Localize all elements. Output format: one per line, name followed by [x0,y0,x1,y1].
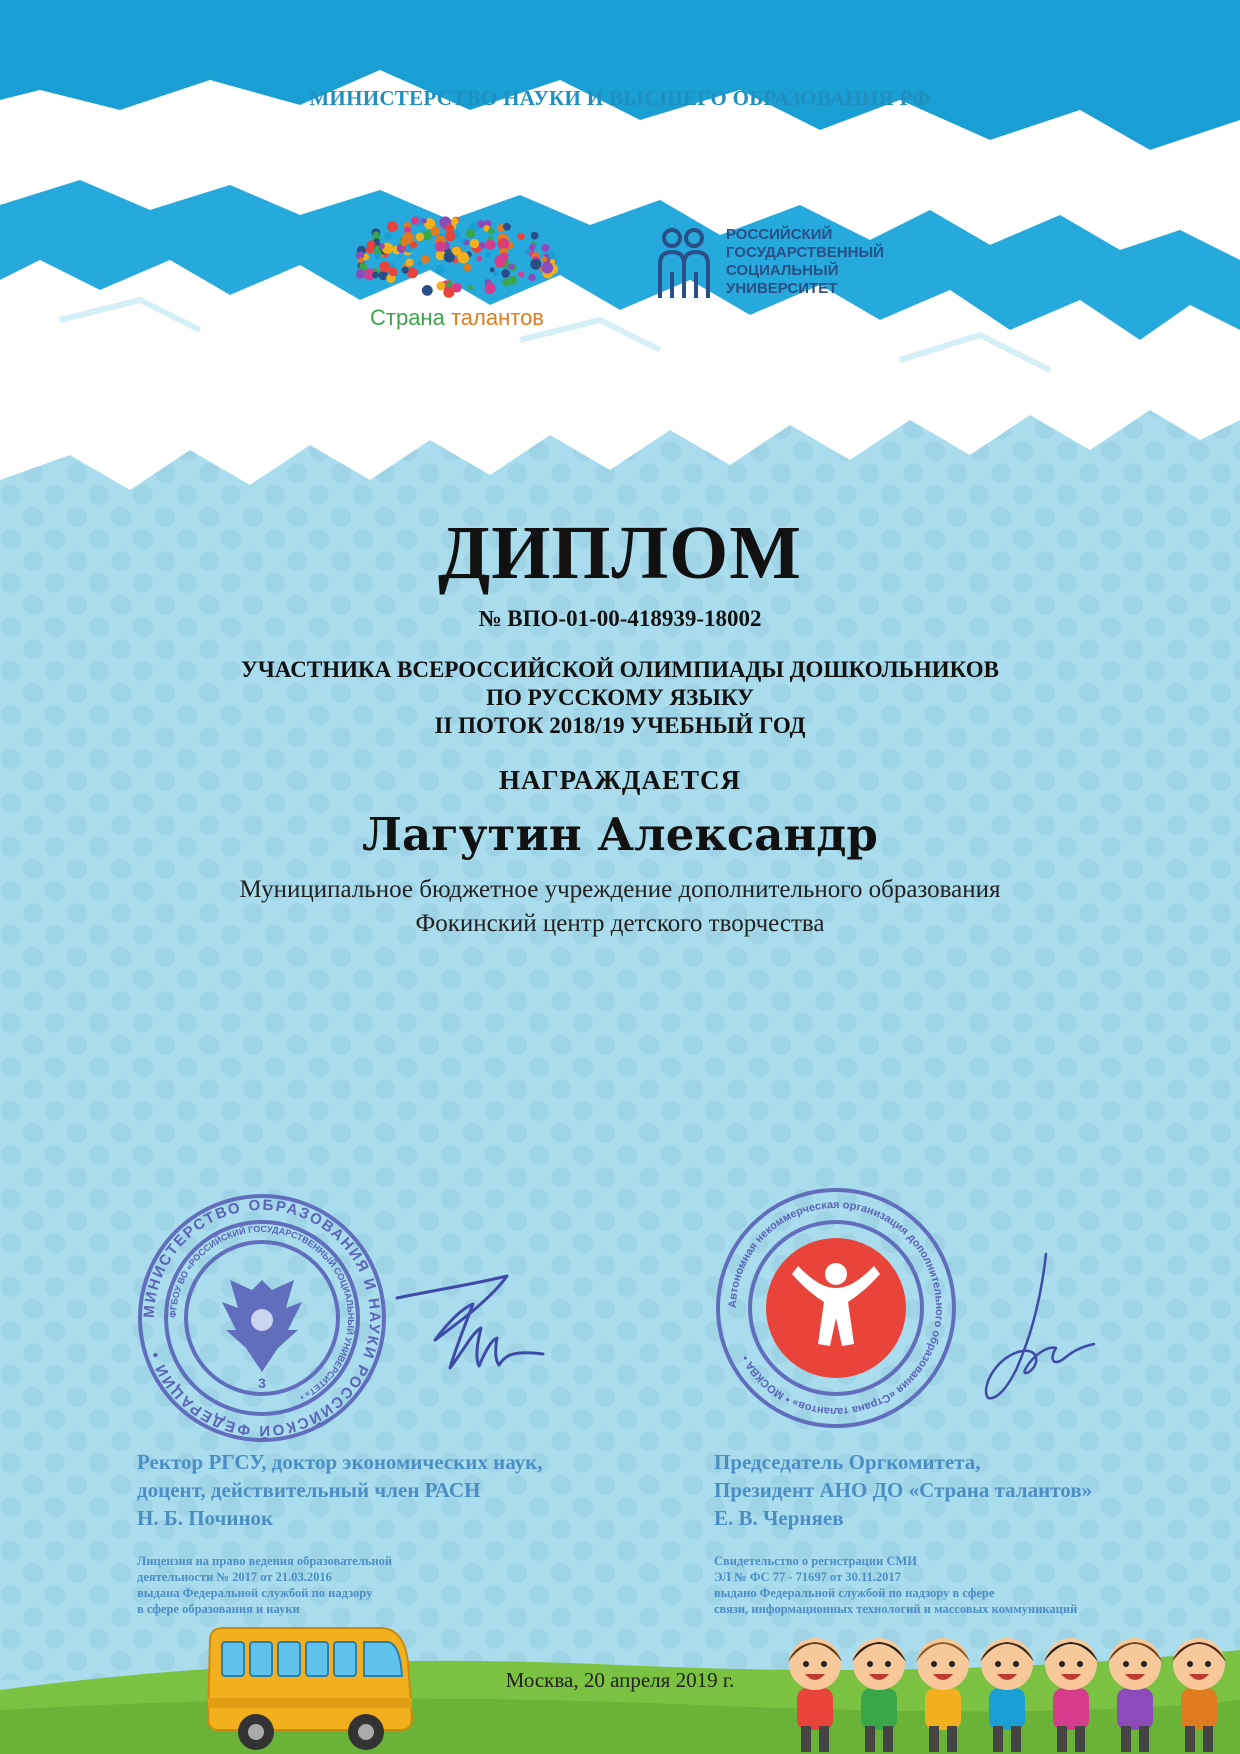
logo-dot [470,239,479,248]
registration-line-2: ЭЛ № ФС 77 - 71697 от 30.11.2017 [714,1570,901,1584]
school-bus-illustration [204,1622,416,1754]
logo-dot [401,245,406,250]
logo-dot [525,249,531,255]
university-seal-stamp [136,1192,388,1444]
logo-dot [488,228,494,234]
organization-line-1: Муниципальное бюджетное учреждение дополнительного образования [239,876,1001,903]
logo-dot [479,242,486,249]
child-figure [1172,1638,1226,1752]
registration-line-3: выдано Федеральной службой по надзору в сфере [714,1586,995,1600]
child-figure [852,1638,906,1752]
recipient-organization [0,873,1240,941]
logo-dot [460,238,465,243]
license-line-3: выдана Федеральной службой по надзору [137,1586,373,1600]
media-registration-note [714,1553,1077,1617]
diploma-number: № ВПО-01-00-418939-18002 [478,606,762,631]
child-figure [1108,1638,1162,1752]
ministry-title: МИНИСТЕРСТВО НАУКИ И ВЫСШЕГО ОБРАЗОВАНИЯ РФ [309,86,931,110]
chairman-caption-line-2: Президент АНО ДО «Страна талантов» [714,1478,1093,1502]
logo-dot [416,233,425,242]
logo-dot [485,240,495,250]
subtitle-line-3: II ПОТОК 2018/19 УЧЕБНЫЙ ГОД [434,713,806,738]
rgsu-line-4: УНИВЕРСИТЕТ [726,280,838,297]
rgsu-logo-icon [654,224,714,300]
logo-dot [387,221,398,232]
logo-dot [508,264,514,270]
rgsu-line-2: ГОСУДАРСТВЕННЫЙ [726,244,884,261]
registration-line-4: связи, информационных технологий и массовых коммуникаций [714,1602,1078,1616]
chairman-caption-line-1: Председатель Оргкомитета, [714,1450,981,1474]
logo-dot [464,264,472,272]
rgsu-logo-text [726,226,884,298]
child-figure [916,1638,970,1752]
rector-caption-line-2: доцент, действительный член РАСН [137,1478,481,1502]
logo-dot [435,241,446,252]
logo-dot [421,218,426,223]
strana-talantov-logo-text [352,305,562,331]
logo-dot [528,274,536,282]
logo-word-talantov: талантов [450,305,544,330]
svg-text:3: 3 [258,1375,266,1391]
logo-dot [451,217,458,224]
rector-name: Н. Б. Починок [137,1506,274,1530]
logo-dot [379,261,390,272]
logo-dot [477,256,482,261]
logo-dot [436,281,445,290]
logo-dot [517,233,524,240]
organization-seal-stamp [714,1186,958,1430]
logo-dot [501,269,510,278]
logo-dot [502,278,510,286]
children-illustration [775,1618,1240,1754]
child-figure [1044,1638,1098,1752]
logo-dot [485,252,491,258]
organization-line-2: Фокинский центр детского творчества [415,910,825,937]
logo-dot [384,232,391,239]
diploma-title: ДИПЛОМ [438,511,802,595]
logo-dot [518,271,524,277]
logo-dot [402,267,409,274]
logo-word-strana: Страна [370,305,445,330]
logo-dot [417,261,422,266]
logo-dot [468,285,473,290]
rgsu-line-1: РОССИЙСКИЙ [726,226,833,243]
registration-line-1: Свидетельство о регистрации СМИ [714,1554,917,1568]
logo-dot [485,283,496,294]
logo-dot [500,252,509,261]
child-figure [788,1638,842,1752]
chairman-caption [714,1448,1092,1532]
rector-signature [395,1270,545,1380]
logo-dot [406,259,414,267]
logo-dot [490,267,495,272]
logo-dot [379,243,385,249]
logo-dot [529,244,536,251]
logo-dot [466,229,475,238]
logo-dot [531,232,539,240]
diploma-subtitle [0,656,1240,740]
logo-dot [356,269,365,278]
logo-dot [541,244,549,252]
subtitle-line-1: УЧАСТНИКА ВСЕРОССИЙСКОЙ ОЛИМПИАДЫ ДОШКОЛЬНИКОВ [241,657,999,682]
rgsu-line-3: СОЦИАЛЬНЫЙ [726,262,839,279]
license-line-2: деятельности № 2017 от 21.03.2016 [137,1570,332,1584]
logo-dot [422,285,433,296]
logo-dot [411,217,419,225]
license-line-1: Лицензия на право ведения образовательной [137,1554,393,1568]
recipient-name: Лагутин Александр [362,808,878,861]
svg-text:МИНИСТЕРСТВО ОБРАЗОВАНИЯ И НАУ: МИНИСТЕРСТВО ОБРАЗОВАНИЯ И НАУКИ РОССИЙСКОЙ ФЕДЕРАЦИИ • [140,1196,384,1440]
logo-dot [452,247,461,256]
logo-dot [503,223,511,231]
logo-dot [402,232,414,244]
logo-dot [445,231,455,241]
logo-dot [367,240,375,248]
license-note [137,1553,392,1617]
logo-dot [431,226,441,236]
license-line-4: в сфере образования и науки [137,1602,300,1616]
logo-dot [389,267,398,276]
chairman-signature [976,1250,1096,1410]
svg-text:ФГБОУ ВО «РОССИЙСКИЙ ГОСУДАРСТ: ФГБОУ ВО «РОССИЙСКИЙ ГОСУДАРСТВЕННЫЙ СОЦИАЛЬНЫЙ УНИВЕРСИТЕТ» • [167,1223,357,1403]
logo-dot [372,272,379,279]
logo-dot [542,262,554,274]
issue-date: Москва, 20 апреля 2019 г. [505,1668,735,1692]
rector-caption [137,1448,543,1532]
rector-caption-line-1: Ректор РГСУ, доктор экономических наук, [137,1450,543,1474]
logo-dot [498,240,503,245]
logo-dot [446,281,452,287]
logo-dot [541,256,547,262]
awarded-label: НАГРАЖДАЕТСЯ [498,765,741,795]
logo-dot [435,265,445,275]
logo-dot [493,271,499,277]
logo-dot [530,259,541,270]
logo-dot [358,258,364,264]
subtitle-line-2: ПО РУССКОМУ ЯЗЫКУ [486,685,754,710]
svg-text:Автономная некоммерческая орга: Автономная некоммерческая организация дополнительного образования «Страна талантов» • МОСКВА • [726,1198,946,1418]
child-figure [980,1638,1034,1752]
chairman-name: Е. В. Черняев [714,1506,844,1530]
logo-dot [374,253,381,260]
